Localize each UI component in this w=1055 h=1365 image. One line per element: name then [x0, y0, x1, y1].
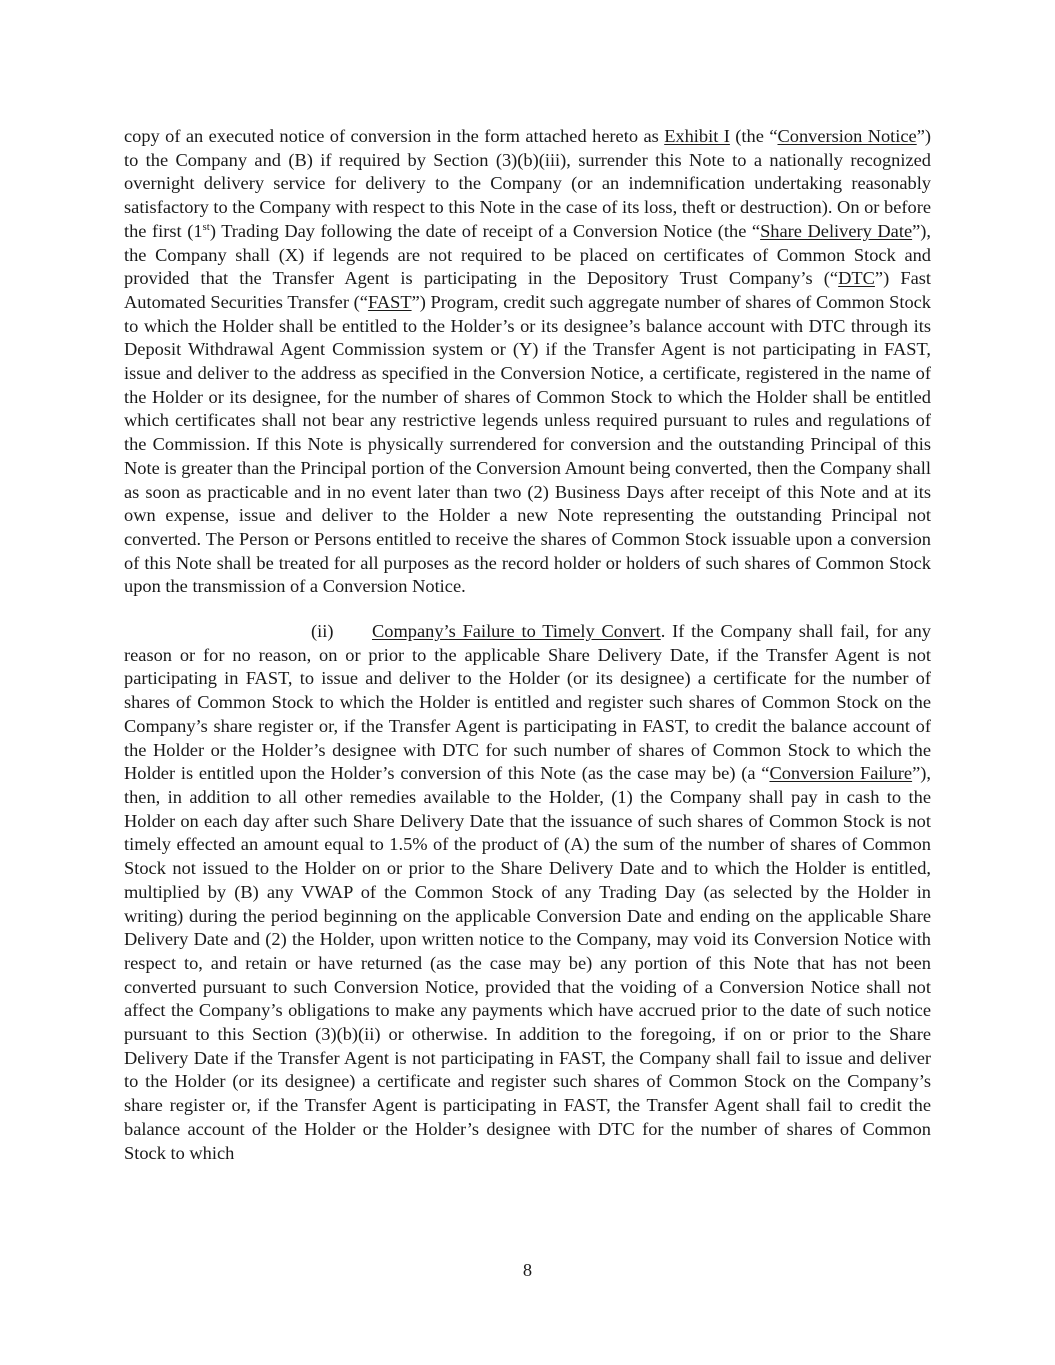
text-run: copy of an executed notice of conversion in the form attached hereto as: [124, 126, 665, 146]
defined-term-dtc: DTC: [838, 268, 875, 289]
text-run: ”), then, in addition to all other remedies available to the Holder, (1) the Company shall pay in cash to the Holder on each day after such Share Delivery Date that the issuance of such shares of Common Stock is not timely effected an amount equal to 1.5% of the product of (A) the sum of the number of shares of Common Stock not issued to the Holder on or prior to the Share Delivery Date and to which the Holder is entitled, multiplied by (B) any VWAP of the Common Stock of any Trading Day (as selected by the Holder in writing) during the period beginning on the applicable Conversion Date and ending on the applicable Share Delivery Date and (2) the Holder, upon written notice to the Company, may void its Conversion Notice with respect to, and retain or have returned (as the case may be) any portion of this Note that has not been converted pursuant to such Conversion Notice, provided that the voiding of a Conversion Notice shall not affect the Company’s obligations to make any payments which have accrued prior to the date of such notice pursuant to this Section (3)(b)(ii) or otherwise. In addition to the foregoing, if on or prior to the Share Delivery Date if the Transfer Agent is not participating in FAST, the Company shall fail to issue and deliver to the Holder (or its designee) a certificate and register such shares of Common Stock on the Company’s share register or, if the Transfer Agent is participating in FAST, the Transfer Agent shall fail to credit the balance account of the Holder or the Holder’s designee with DTC for the number of shares of Common Stock to which: [124, 763, 931, 1163]
paragraph-conversion-notice: [124, 125, 931, 599]
paragraph-failure-to-convert: [124, 620, 931, 1165]
defined-term-share-delivery-date: Share Delivery Date: [760, 220, 913, 241]
text-run: ) Trading Day following the date of receipt of a Conversion Notice (the “: [209, 220, 761, 241]
text-run: . If the Company shall fail, for any reason or for no reason, on or prior to the applicable Share Delivery Date, if the Transfer Agent is not participating in FAST, to issue and deliver to the Holder (or its designee) a certificate for the number of shares of Common Stock to which the Holder is entitled and register such shares of Common Stock on the Company’s share register or, if the Transfer Agent is participating in FAST, to credit the balance account of the Holder or the Holder’s designee with DTC for such number of shares of Common Stock to which the Holder is entitled upon the Holder’s conversion of this Note (as the case may be) (a “: [124, 621, 931, 784]
ordinal-superscript: st: [202, 220, 210, 233]
text-run: (the “: [729, 126, 778, 146]
text-run: ”) Program, credit such aggregate number of shares of Common Stock to which the Holder shall be entitled to the Holder’s or its designee’s balance account with DTC through its Deposit Withdrawal Agent Commission system or (Y) if the Transfer Agent is not participating in FAST, issue and deliver to the address as specified in the Conversion Notice, a certificate, registered in the name of the Holder or its designee, for the number of shares of Common Stock to which the Holder shall be entitled which certificates shall not bear any restrictive legends unless required pursuant to rules and regulations of the Commission. If this Note is physically surrendered for conversion and the outstanding Principal of this Note is greater than the Principal portion of the Conversion Amount being converted, then the Company shall as soon as practicable and in no event later than two (2) Business Days after receipt of this Note and at its own expense, issue and deliver to the Holder a new Note representing the outstanding Principal not converted. The Person or Persons entitled to receive the shares of Common Stock issuable upon a conversion of this Note shall be treated for all purposes as the record holder or holders of such shares of Common Stock upon the transmission of a Conversion Notice.: [124, 291, 932, 597]
text-run: ”), the Company shall (X) if legends are not required to be placed on certificates of Common Stock and provided that the Transfer Agent is participating in the Depository Trust Company’s (“: [124, 220, 932, 289]
defined-term-fast: FAST: [367, 291, 412, 312]
section-heading: Company’s Failure to Timely Convert: [372, 621, 661, 642]
text-run: ”) Fast Automated Securities Transfer (“: [124, 268, 932, 312]
defined-term-conversion-notice: Conversion Notice: [777, 126, 917, 146]
document-body: [124, 125, 931, 1165]
text-run: ”) to the Company and (B) if required by Section (3)(b)(iii), surrender this Note to a nationally recognized overnight delivery service for delivery to the Company (or an indemnification undertaking reasonably satisfactory to the Company with respect to this Note in the case of its loss, theft or destruction). On or before the first (1: [124, 126, 932, 241]
section-enumerator: (ii): [311, 621, 334, 642]
defined-term-conversion-failure: Conversion Failure: [769, 763, 913, 784]
defined-term-exhibit: Exhibit I: [664, 126, 730, 146]
page-number: 8: [522, 1260, 533, 1280]
